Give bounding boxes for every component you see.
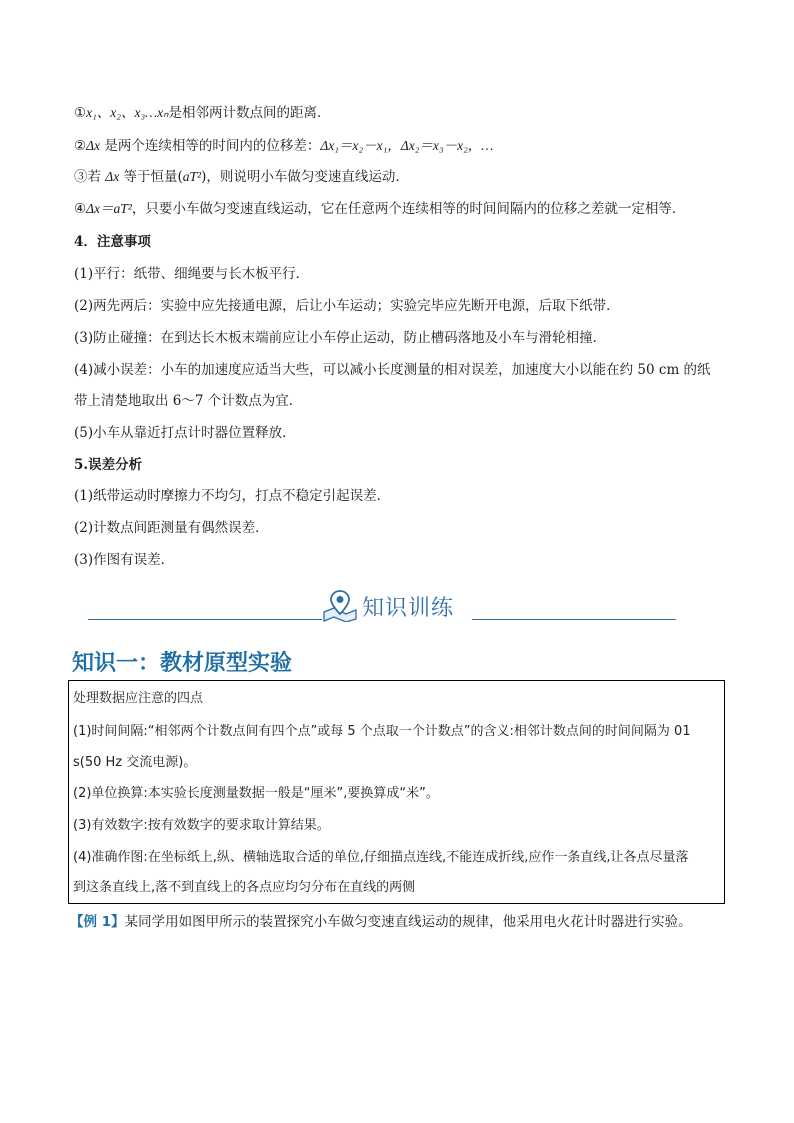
- note-3-mid: 等于恒量(: [119, 169, 183, 185]
- tips-box-line: (4)准确作图:在坐标纸上,纵、横轴选取合适的单位,仔细描点连线,不能连成折线,应作一条直线,让各点尽量落: [73, 850, 689, 865]
- precaution-item-continued: 带上清楚地取出 6～7 个计数点为宜．: [74, 393, 303, 409]
- note-1-marker: ①: [74, 105, 87, 121]
- error-item: (2)计数点间距测量有偶然误差．: [74, 520, 269, 536]
- tips-box-line: (1)时间间隔:“相邻两个计数点间有四个点”或每 5 个点取一个计数点”的含义:相邻计数点间的时间间隔为 01: [73, 724, 691, 739]
- note-4-text: ，只要小车做匀变速直线运动，它在任意两个连续相等的时间间隔内的位移之差就一定相等．: [131, 201, 686, 217]
- note-3: [74, 168, 409, 186]
- note-3-formula: aT²: [182, 169, 202, 184]
- example-1: [70, 913, 692, 931]
- note-1-text: 是相邻两计数点间的距离．: [168, 105, 331, 121]
- note-2-formula: Δx₁＝x₂－x₁，Δx₂＝x₃－x₂，…: [320, 138, 494, 153]
- example-tag: 【例 1】: [70, 914, 125, 930]
- location-pin-map-icon: [322, 588, 358, 622]
- precaution-item: (4)减小误差：小车的加速度应适当大些，可以减小长度测量的相对误差，加速度大小以能在约 50 cm 的纸: [74, 362, 711, 378]
- example-text: 某同学用如图甲所示的装置探究小车做匀变速直线运动的规律，他采用电火花计时器进行实验。: [124, 914, 692, 930]
- note-1-variables: x₁、x₂、x₃…xₙ: [86, 105, 169, 120]
- precaution-item: (3)防止碰撞：在到达长木板末端前应让小车停止运动，防止槽码落地及小车与滑轮相撞．: [74, 330, 607, 346]
- note-1: [74, 104, 331, 122]
- precautions-heading: 4．注意事项: [74, 234, 151, 250]
- separator-title: 知识训练: [362, 596, 455, 621]
- precaution-item: (5)小车从靠近打点计时器位置释放．: [74, 425, 296, 441]
- note-3-variable: Δx: [105, 169, 120, 184]
- tips-box-line: (3)有效数字:按有效数字的要求取计算结果。: [73, 818, 330, 833]
- precaution-item: (1)平行：纸带、细绳要与长木板平行．: [74, 266, 310, 282]
- note-4-marker: ④: [74, 201, 87, 217]
- error-item: (1)纸带运动时摩擦力不均匀，打点不稳定引起误差．: [74, 488, 391, 504]
- precaution-item: (2)两先两后：实验中应先接通电源，后让小车运动；实验完毕应先断开电源，后取下纸带．: [74, 298, 620, 314]
- tips-box: [68, 680, 725, 904]
- separator-badge: [322, 588, 472, 622]
- note-3-marker: ③若: [74, 169, 106, 185]
- tips-box-line: (2)单位换算:本实验长度测量数据一般是“厘米”,要换算成“米”。: [73, 786, 439, 801]
- note-2-variable: Δx: [86, 138, 101, 153]
- note-4: [74, 200, 685, 218]
- tips-box-line: 到这条直线上,落不到直线上的各点应均匀分布在直线的两侧: [73, 880, 416, 895]
- note-2: [74, 137, 493, 155]
- note-4-formula: Δx＝aT²: [86, 201, 132, 216]
- error-analysis-heading: 5.误差分析: [74, 457, 143, 473]
- error-item: (3)作图有误差．: [74, 552, 175, 568]
- tips-box-heading: 处理数据应注意的四点: [73, 691, 204, 706]
- note-2-marker: ②: [74, 138, 87, 154]
- note-2-text: 是两个连续相等的时间内的位移差：: [100, 138, 321, 154]
- note-3-text: )，则说明小车做匀变速直线运动．: [201, 169, 409, 185]
- section-title: 知识一：教材原型实验: [72, 651, 293, 676]
- section-separator: [88, 588, 676, 624]
- tips-box-line: s(50 Hz 交流电源)。: [73, 755, 197, 770]
